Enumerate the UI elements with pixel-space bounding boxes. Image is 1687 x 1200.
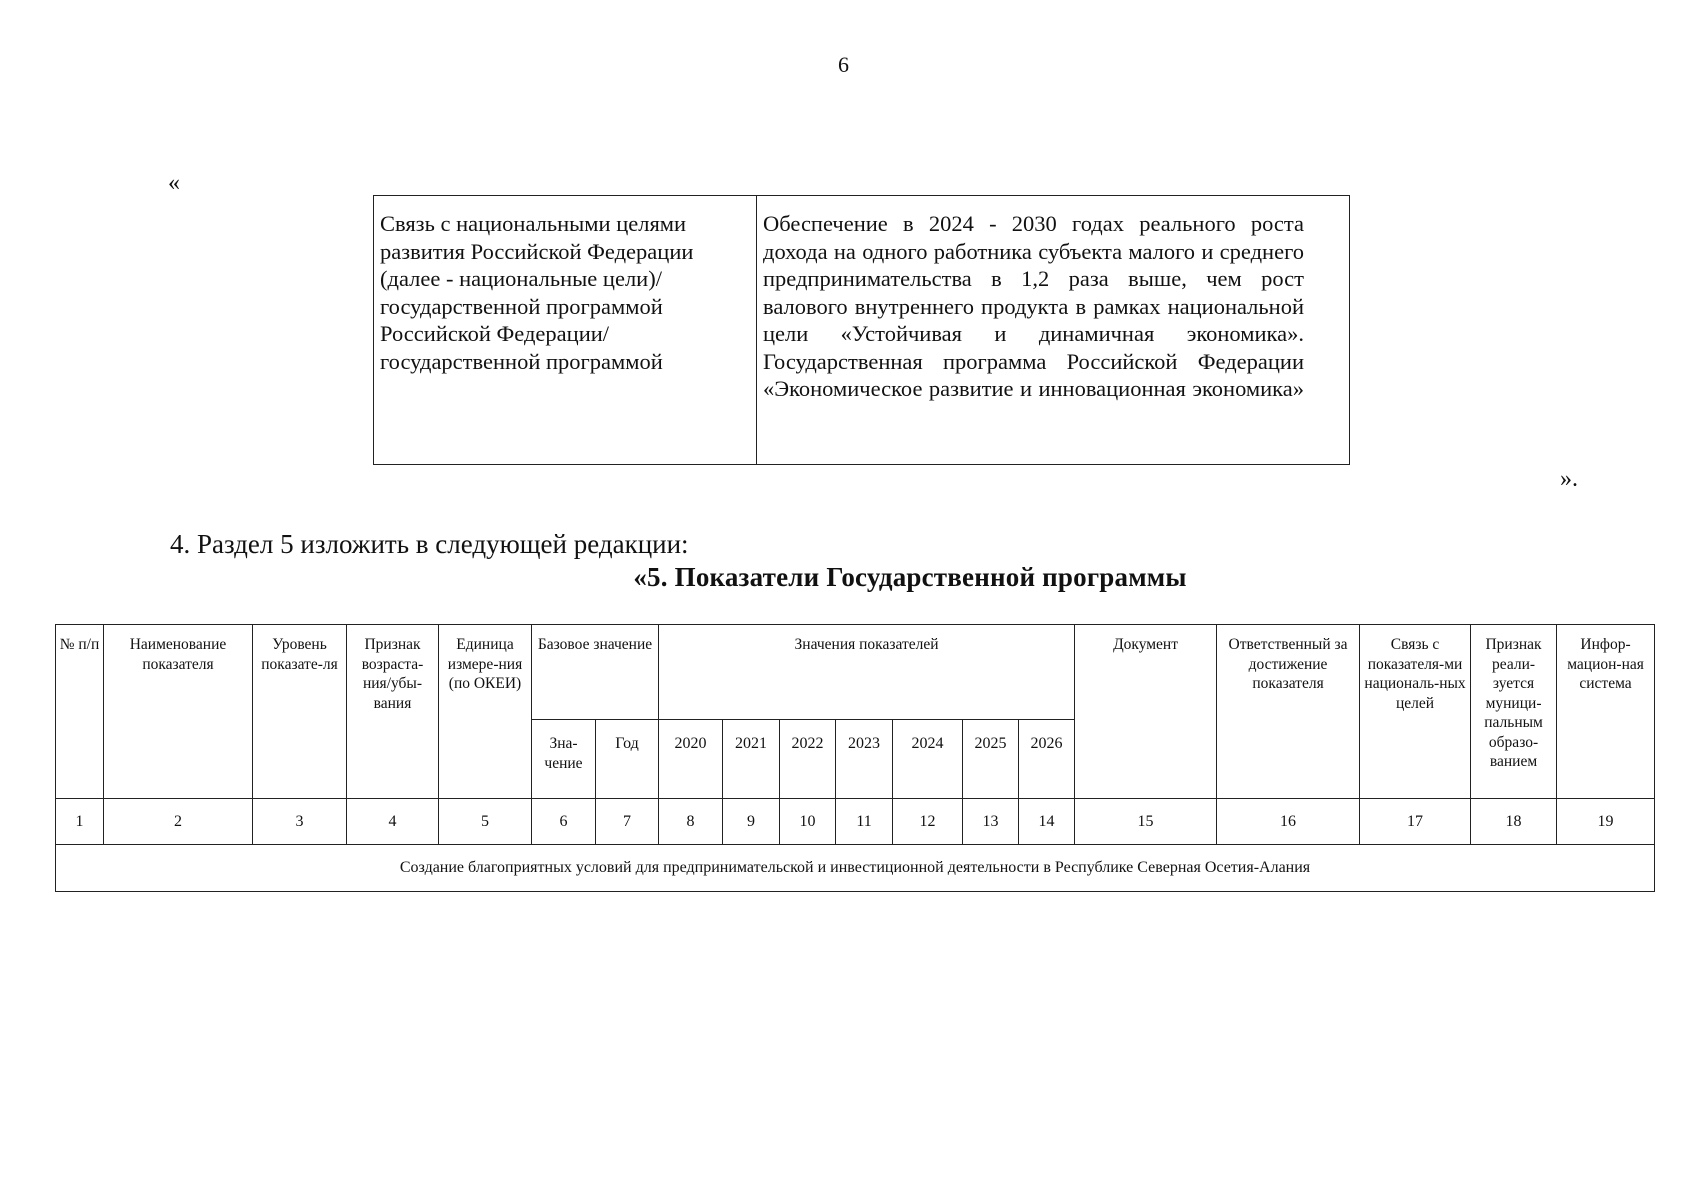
column-number: 13 — [963, 799, 1019, 845]
national-goals-row — [374, 196, 1350, 465]
column-number: 17 — [1360, 799, 1471, 845]
col-header-year-2026: 2026 — [1019, 720, 1075, 799]
page-number: 6 — [838, 52, 849, 77]
column-number: 10 — [780, 799, 836, 845]
col-header-link: Связь с показателя-ми националь-ных целей — [1360, 625, 1471, 799]
column-number: 16 — [1217, 799, 1360, 845]
col-header-infosys: Инфор-мацион-ная система — [1557, 625, 1655, 799]
column-number: 2 — [104, 799, 253, 845]
column-number: 6 — [532, 799, 596, 845]
section-title: «5. Показатели Государственной программы — [633, 562, 1187, 592]
col-header-num: № п/п — [56, 625, 104, 799]
col-header-values: Значения показателей — [659, 625, 1075, 720]
col-header-trend: Признак возраста-ния/убы-вания — [347, 625, 439, 799]
column-number: 4 — [347, 799, 439, 845]
col-header-year-2022: 2022 — [780, 720, 836, 799]
national-goals-paragraph-1: Обеспечение в 2024 - 2030 годах реального роста дохода на одного работника субъекта малого и среднего предпринимательства в 1,2 раза выше, чем рост валового внутреннего продукта в рамках национальной цели «Устойчивая и динамичная экономика». — [763, 211, 1304, 346]
column-number: 3 — [253, 799, 347, 845]
col-header-name: Наименование показателя — [104, 625, 253, 799]
national-goals-label: Связь с национальными целями развития Российской Федерации (далее - национальные цели)/государственной программой Российской Федерации/государственной программой — [374, 196, 757, 465]
col-header-year-2023: 2023 — [836, 720, 893, 799]
column-number: 7 — [596, 799, 659, 845]
column-number: 8 — [659, 799, 723, 845]
national-goals-paragraph-2: Государственная программа Российской Федерации «Экономическое развитие и инновационная экономика» — [763, 348, 1304, 401]
column-number: 5 — [439, 799, 532, 845]
col-header-year-2021: 2021 — [723, 720, 780, 799]
table-section-row — [56, 845, 1655, 892]
col-header-base-value: Зна-чение — [532, 720, 596, 799]
column-number: 19 — [1557, 799, 1655, 845]
col-header-year-2024: 2024 — [893, 720, 963, 799]
col-header-responsible: Ответственный за достижение показателя — [1217, 625, 1360, 799]
column-number: 1 — [56, 799, 104, 845]
column-number: 11 — [836, 799, 893, 845]
section-instruction: 4. Раздел 5 изложить в следующей редакции: — [170, 529, 689, 559]
national-goals-value — [757, 196, 1350, 465]
column-number: 18 — [1471, 799, 1557, 845]
col-header-year-2020: 2020 — [659, 720, 723, 799]
column-number-row — [56, 799, 1655, 845]
col-header-base: Базовое значение — [532, 625, 659, 720]
col-header-municipal: Признак реали-зуется муници-пальным образо-ванием — [1471, 625, 1557, 799]
table-header-row — [56, 625, 1655, 720]
col-header-year-2025: 2025 — [963, 720, 1019, 799]
column-number: 12 — [893, 799, 963, 845]
opening-quote: « — [168, 170, 180, 196]
indicators-table — [55, 624, 1655, 892]
col-header-level: Уровень показате-ля — [253, 625, 347, 799]
col-header-base-year: Год — [596, 720, 659, 799]
col-header-document: Документ — [1075, 625, 1217, 799]
column-number: 15 — [1075, 799, 1217, 845]
column-number: 14 — [1019, 799, 1075, 845]
column-number: 9 — [723, 799, 780, 845]
national-goals-table — [373, 195, 1350, 465]
col-header-unit: Единица измере-ния (по ОКЕИ) — [439, 625, 532, 799]
closing-quote: ». — [1560, 466, 1578, 492]
section-row-title: Создание благоприятных условий для предпринимательской и инвестиционной деятельности в Республике Северная Осетия-Алания — [56, 845, 1655, 892]
